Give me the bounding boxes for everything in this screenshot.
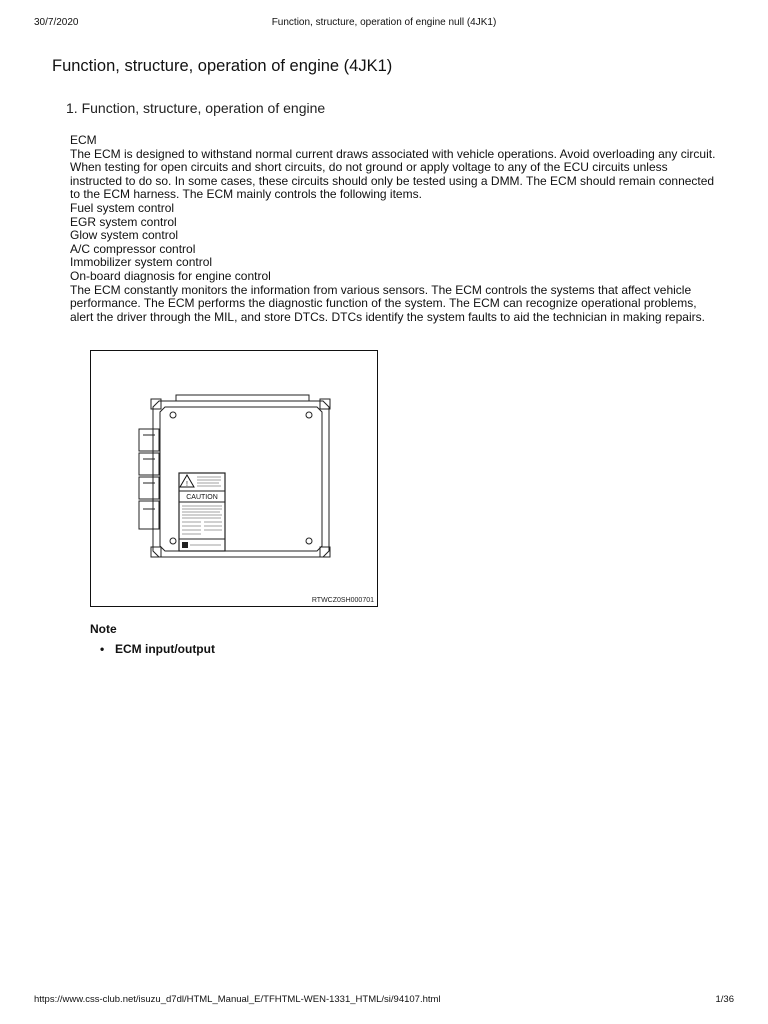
control-item-glow: Glow system control	[70, 228, 179, 243]
control-item-ac: A/C compressor control	[70, 241, 196, 256]
print-date: 30/7/2020	[34, 17, 79, 28]
control-item-egr: EGR system control	[70, 214, 177, 229]
control-item-fuel: Fuel system control	[70, 200, 175, 215]
note-list	[97, 642, 215, 656]
figure-code: RTWCZ0SH000701	[311, 597, 374, 604]
ecm-monitoring-description: The ECM constantly monitors the information from various sensors. The ECM controls the systems that affect vehicle performance. The ECM performs the diagnostic function of the system. The ECM can recognize operational problems, alert the driver through the MIL, and store DTCs. DTCs identify the system faults to aid the technician in making repairs.	[70, 282, 705, 324]
ecm-figure	[90, 350, 378, 607]
print-title: Function, structure, operation of engine null (4JK1)	[271, 17, 497, 28]
page-number: 1/36	[715, 994, 734, 1005]
svg-text:!: !	[186, 481, 188, 488]
caution-label: CAUTION	[186, 494, 218, 501]
page-url: https://www.css-club.net/isuzu_d7dl/HTML_Manual_E/TFHTML-WEN-1331_HTML/si/94107.html	[34, 994, 441, 1005]
body-text	[70, 134, 720, 324]
control-item-immobilizer: Immobilizer system control	[70, 255, 213, 270]
print-header	[34, 17, 734, 31]
ecm-description: The ECM is designed to withstand normal current draws associated with vehicle operations. Avoid overloading any circuit. When testing for open circuits and short circuits, do not ground or apply voltage to any of the ECU circuits unless instructed to do so. In some cases, these circuits should only be tested using a DMM. The ECM should remain connected to the ECM harness. The ECM mainly controls the following items.	[70, 146, 716, 202]
ecm-unit-illustration	[91, 351, 376, 605]
note-label: Note	[90, 622, 117, 636]
section-heading: 1. Function, structure, operation of engine	[66, 100, 326, 116]
print-footer	[34, 994, 734, 1008]
ecm-label: ECM	[70, 133, 97, 147]
manufacturer-logo-icon	[182, 542, 188, 548]
control-item-obd: On-board diagnosis for engine control	[70, 268, 271, 283]
page-title: Function, structure, operation of engine (4JK1)	[52, 57, 393, 75]
note-item-ecm-io: • ECM input/output	[97, 642, 215, 656]
